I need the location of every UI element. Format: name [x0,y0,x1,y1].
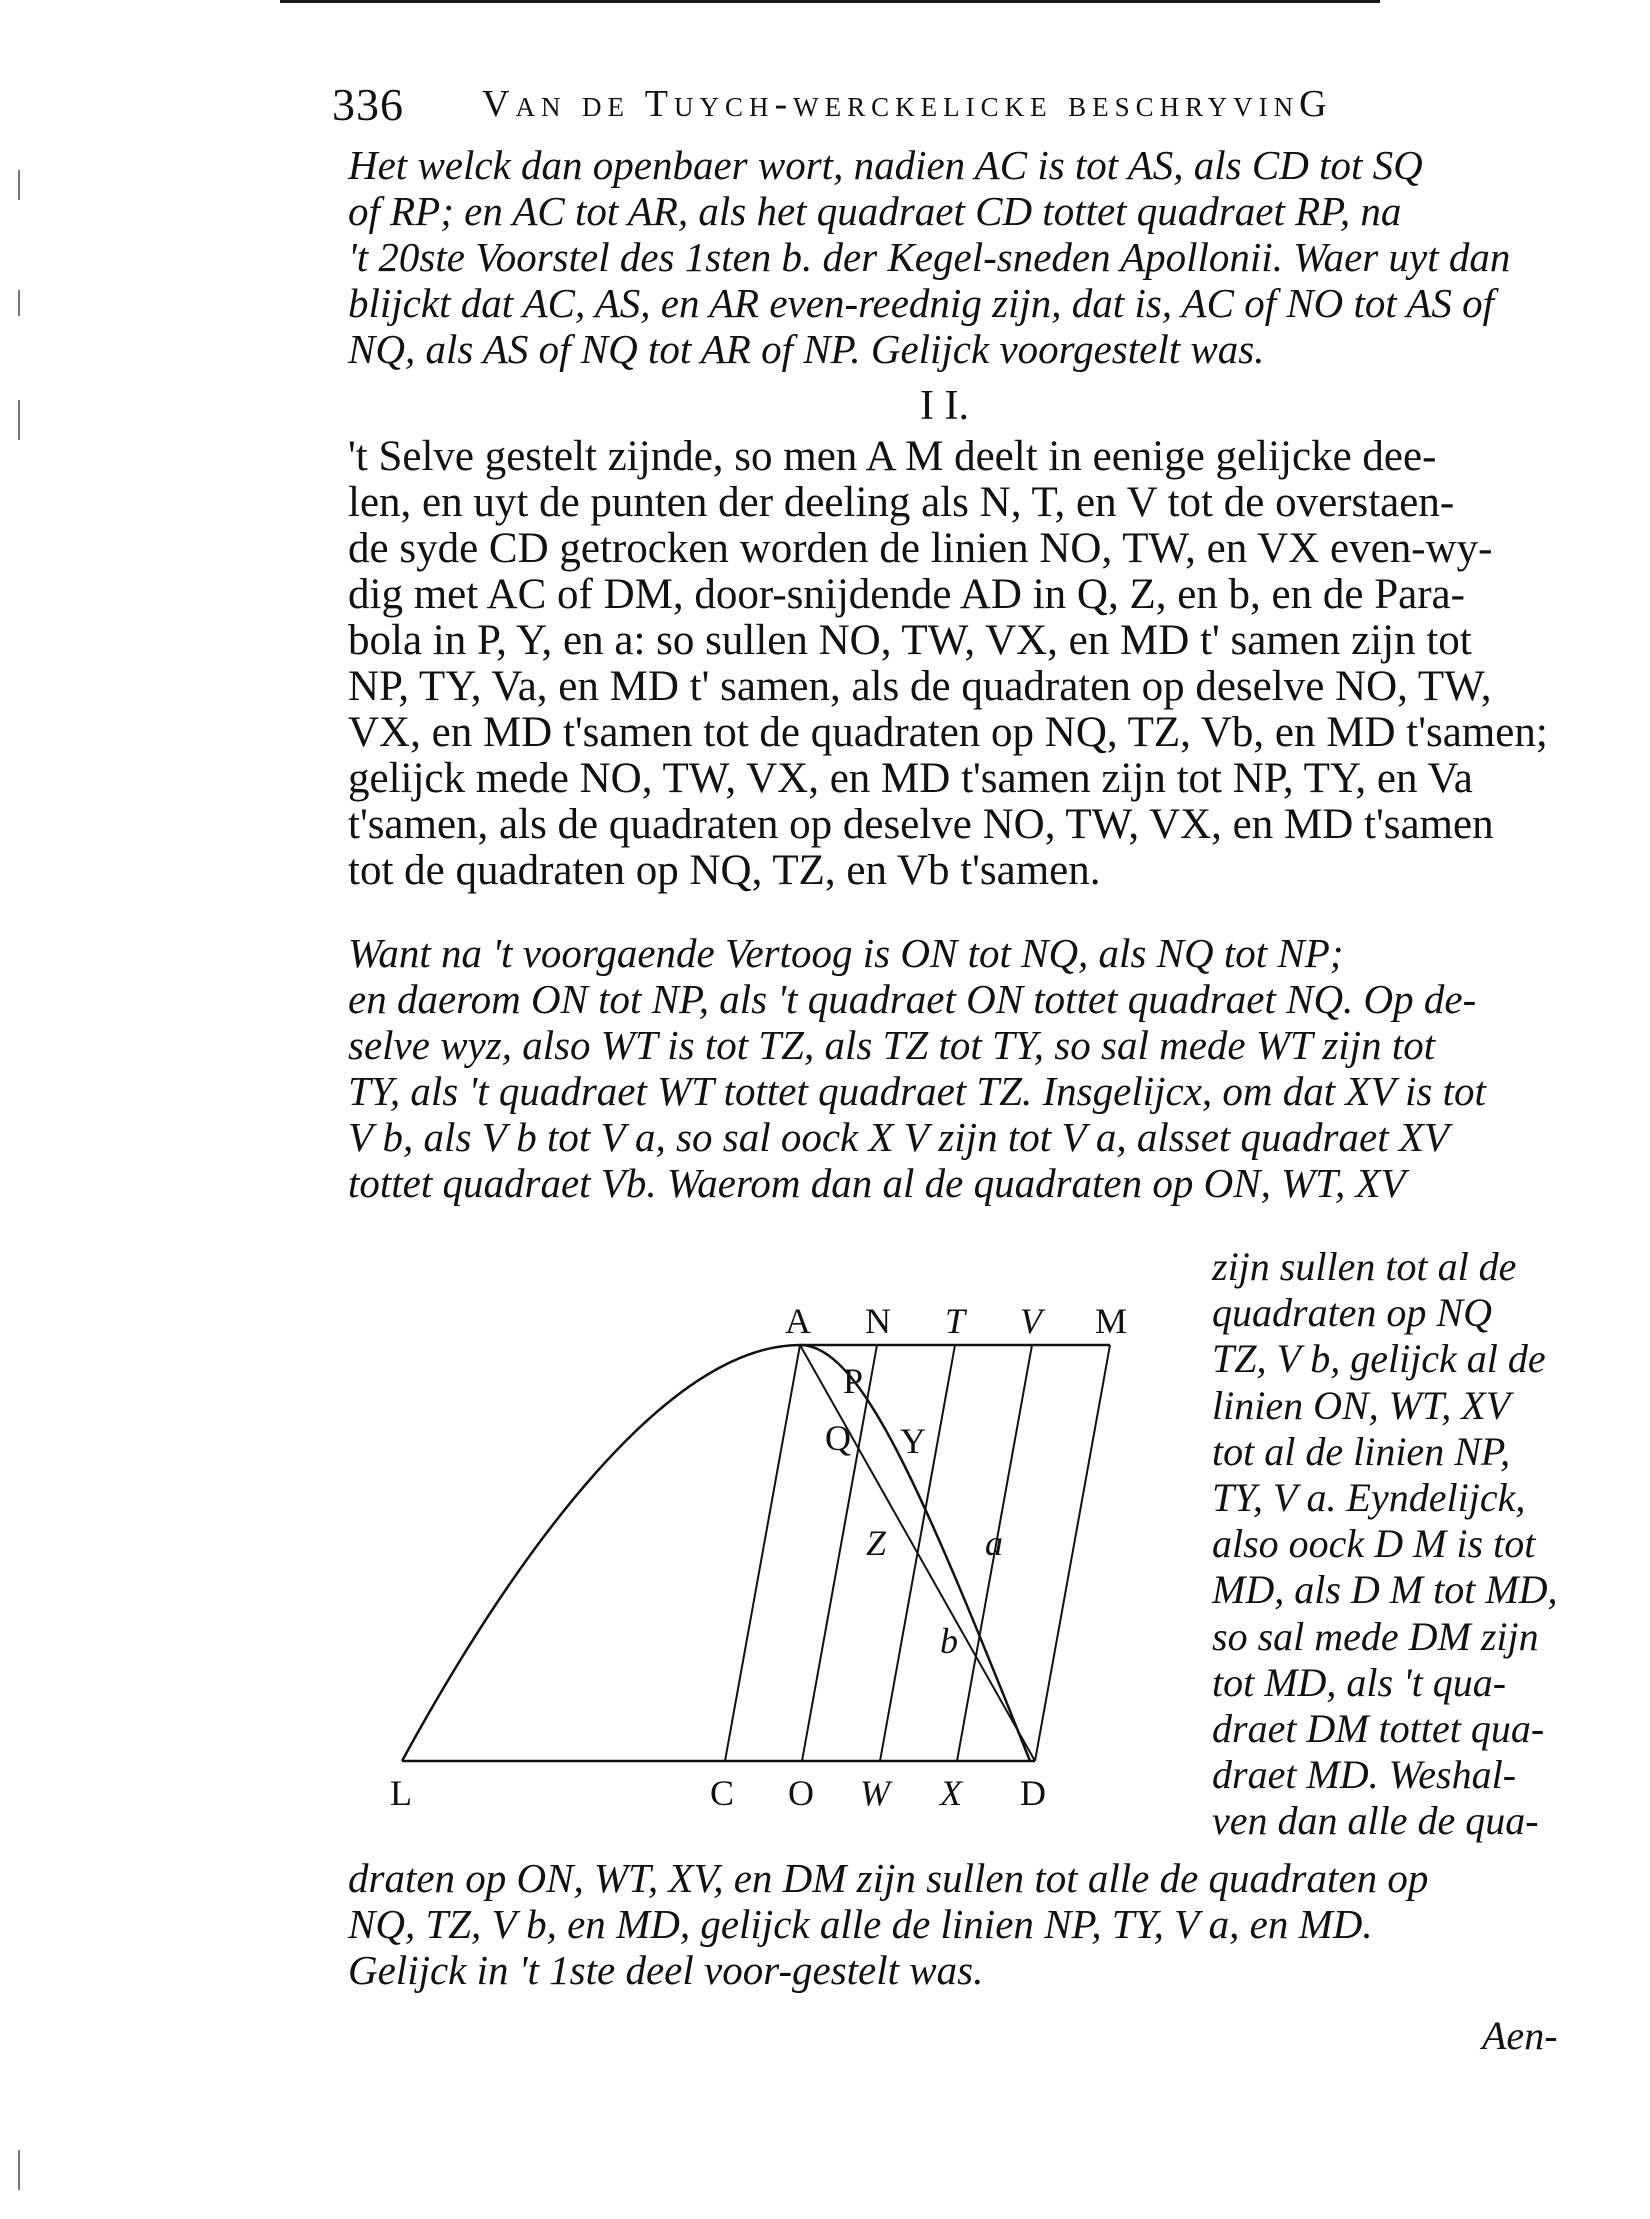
label-a-small: a [985,1523,1003,1563]
text-line: TY, V a. Eyndelijck, [1212,1475,1526,1521]
label-y: Y [900,1421,926,1461]
text-line: 't Selve gestelt zijnde, so men A M deelt in eenige gelijcke dee- [348,433,1437,480]
page-number: 336 [332,79,404,130]
label-z: Z [866,1523,887,1563]
text-line: selve wyz, also WT is tot TZ, als TZ tot TY, so sal mede WT zijn tot [348,1022,1436,1068]
text-line: gelijck mede NO, TW, VX, en MD t'samen zijn tot NP, TY, en Va [348,755,1473,802]
running-title: Van de Tuych-werckelicke beschryvinG [482,83,1333,125]
side-column-text [1212,1244,1582,1845]
catchword: Aen- [1482,2013,1558,2058]
text-line: VX, en MD t'samen tot de quadraten op NQ, TZ, Vb, en MD t'samen; [348,709,1548,756]
paragraph-3 [348,930,1578,1206]
text-line: t'samen, als de quadraten op deselve NO, TW, VX, en MD t'samen [348,801,1494,848]
text-line: tot de quadraten op NQ, TZ, en Vb t'samen. [348,847,1101,894]
paragraph-1 [348,142,1578,372]
label-l: L [390,1773,412,1813]
top-rule [280,0,1380,3]
text-line: en daerom ON tot NP, als 't quadraet ON tottet quadraet NQ. Op de- [348,976,1477,1022]
text-line: draten op ON, WT, XV, en DM zijn sullen tot alle de quadraten op [348,1855,1429,1901]
text-line: ven dan alle de qua- [1212,1798,1539,1844]
text-line: Want na 't voorgaende Vertoog is ON tot NQ, als NQ tot NP; [348,930,1344,976]
label-b: b [940,1621,958,1661]
margin-mark [18,290,20,316]
text-line: Gelijck in 't 1ste deel voor-gestelt was. [348,1947,984,1993]
text-line: de syde CD getrocken worden de linien NO, TW, en VX even-wy- [348,525,1493,572]
line-md [1035,1345,1110,1761]
text-line: draet MD. Weshal- [1212,1752,1517,1798]
text-line: quadraten op NQ [1212,1290,1492,1336]
text-line: MD, als D M tot MD, [1212,1567,1558,1613]
text-line: bola in P, Y, en a: so sullen NO, TW, VX, en MD t' samen zijn tot [348,617,1472,664]
text-line: of RP; en AC tot AR, als het quadraet CD tottet quadraet RP, na [348,188,1402,234]
label-o: O [788,1773,814,1813]
text-line: 't 20ste Voorstel des 1sten b. der Kegel-sneden Apollonii. Waer uyt dan [348,234,1511,280]
text-line: TY, als 't quadraet WT tottet quadraet TZ. Insgelijcx, om dat XV is tot [348,1068,1486,1114]
label-c: C [710,1773,735,1813]
text-line: tot MD, als 't qua- [1212,1659,1507,1705]
text-line: draet DM tottet qua- [1212,1706,1545,1752]
label-p: P [843,1361,864,1401]
text-line: NP, TY, Va, en MD t' samen, als de quadraten op deselve NO, TW, [348,663,1492,710]
text-line: linien ON, WT, XV [1212,1382,1511,1428]
label-t: T [945,1301,966,1341]
text-line: TZ, V b, gelijck al de [1212,1336,1546,1382]
paragraph-2 [348,434,1578,894]
text-line: also oock D M is tot [1212,1521,1536,1567]
text-line: blijckt dat AC, AS, en AR even-reednig zijn, dat is, AC of NO tot AS of [348,280,1495,326]
text-line: zijn sullen tot al de [1212,1244,1517,1289]
text-line: Het welck dan openbaer wort, nadien AC is tot AS, als CD tot SQ [348,142,1423,188]
label-m: M [1095,1301,1128,1341]
text-line: so sal mede DM zijn [1212,1613,1539,1659]
line-ac [725,1345,800,1761]
margin-mark [18,400,20,440]
parabola-diagram [380,1285,1140,1815]
label-a: A [785,1301,811,1341]
paragraph-4 [348,1855,1578,1993]
label-q: Q [825,1418,851,1458]
text-line: dig met AC of DM, door-snijdende AD in Q, Z, en b, en de Para- [348,571,1465,618]
text-line: tot al de linien NP, [1212,1428,1511,1474]
margin-mark [18,2150,20,2190]
text-line: V b, als V b tot V a, so sal oock X V zijn tot V a, alsset quadraet XV [348,1114,1449,1160]
section-number: I I. [920,383,969,429]
label-n: N [865,1301,891,1341]
text-line: tottet quadraet Vb. Waerom dan al de quadraten op ON, WT, XV [348,1160,1406,1206]
label-v: V [1020,1301,1042,1341]
margin-mark [18,170,20,200]
label-x: X [940,1773,962,1813]
text-line: NQ, als AS of NQ tot AR of NP. Gelijck voorgestelt was. [348,326,1265,372]
label-w: W [860,1773,890,1813]
text-line: len, en uyt de punten der deeling als N, T, en V tot de overstaen- [348,479,1455,526]
parabola-curve [402,1345,1030,1761]
label-d: D [1020,1773,1046,1813]
page-header [332,78,1572,134]
text-line: NQ, TZ, V b, en MD, gelijck alle de linien NP, TY, V a, en MD. [348,1901,1373,1947]
